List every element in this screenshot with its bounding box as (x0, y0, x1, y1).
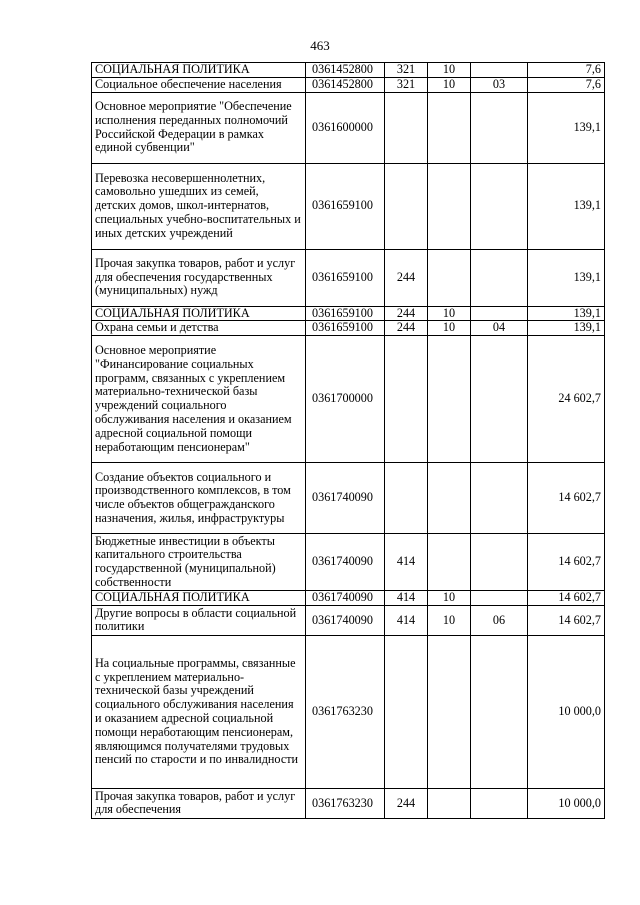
row-section (428, 249, 471, 306)
table-row (92, 63, 605, 78)
row-vr (385, 463, 428, 534)
row-name: Основное мероприятие "Обеспечение исполнения переданных полномочий Российской Федерации в рамках единой субвенции" (92, 92, 306, 163)
row-amount: 14 602,7 (528, 534, 605, 591)
row-amount: 24 602,7 (528, 336, 605, 463)
row-section: 10 (428, 63, 471, 78)
table-row (92, 591, 605, 606)
row-section (428, 788, 471, 818)
row-amount: 139,1 (528, 163, 605, 249)
row-amount: 14 602,7 (528, 605, 605, 635)
row-subsection (471, 249, 528, 306)
row-vr: 321 (385, 63, 428, 78)
table-row (92, 463, 605, 534)
table-row (92, 788, 605, 818)
row-section: 10 (428, 306, 471, 321)
row-vr: 414 (385, 591, 428, 606)
table-row (92, 306, 605, 321)
row-name: Бюджетные инвестиции в объекты капитального строительства государственной (муниципальной) собственности (92, 534, 306, 591)
row-name: Прочая закупка товаров, работ и услуг для обеспечения государственных (муниципальных) нужд (92, 249, 306, 306)
row-code: 0361763230 (306, 788, 385, 818)
row-section: 10 (428, 591, 471, 606)
row-code: 0361659100 (306, 306, 385, 321)
row-section (428, 463, 471, 534)
row-subsection (471, 788, 528, 818)
budget-table (91, 62, 605, 819)
row-vr: 244 (385, 249, 428, 306)
row-section: 10 (428, 605, 471, 635)
row-code: 0361659100 (306, 249, 385, 306)
row-vr (385, 163, 428, 249)
row-code: 0361763230 (306, 635, 385, 788)
row-vr: 414 (385, 534, 428, 591)
row-subsection: 03 (471, 77, 528, 92)
row-amount: 14 602,7 (528, 591, 605, 606)
row-section (428, 163, 471, 249)
row-name: Основное мероприятие "Финансирование социальных программ, связанных с укреплением материально-технической базы учреждений социального обслуживания населения и оказанием адресной социальной помощи неработающим пенсионерам" (92, 336, 306, 463)
row-code: 0361740090 (306, 591, 385, 606)
row-vr: 244 (385, 306, 428, 321)
table-row (92, 249, 605, 306)
row-code: 0361740090 (306, 463, 385, 534)
row-name: Создание объектов социального и производственного комплексов, в том числе объектов общегражданского назначения, жилья, инфраструктуры (92, 463, 306, 534)
row-name: СОЦИАЛЬНАЯ ПОЛИТИКА (92, 306, 306, 321)
page-number: 463 (310, 38, 330, 53)
row-amount: 7,6 (528, 77, 605, 92)
table-row (92, 163, 605, 249)
row-subsection (471, 463, 528, 534)
row-subsection (471, 306, 528, 321)
row-subsection (471, 336, 528, 463)
row-vr: 244 (385, 321, 428, 336)
row-code: 0361740090 (306, 605, 385, 635)
row-vr (385, 92, 428, 163)
row-code: 0361659100 (306, 321, 385, 336)
row-amount: 10 000,0 (528, 788, 605, 818)
row-code: 0361740090 (306, 534, 385, 591)
row-vr (385, 336, 428, 463)
row-section (428, 635, 471, 788)
row-name: Охрана семьи и детства (92, 321, 306, 336)
row-amount: 139,1 (528, 306, 605, 321)
table-row (92, 321, 605, 336)
row-subsection (471, 635, 528, 788)
row-subsection (471, 534, 528, 591)
row-subsection: 04 (471, 321, 528, 336)
table-row (92, 534, 605, 591)
table-row (92, 92, 605, 163)
row-code: 0361452800 (306, 63, 385, 78)
row-amount: 139,1 (528, 321, 605, 336)
row-amount: 139,1 (528, 249, 605, 306)
row-subsection (471, 92, 528, 163)
row-subsection (471, 163, 528, 249)
row-section (428, 336, 471, 463)
row-amount: 14 602,7 (528, 463, 605, 534)
row-section (428, 534, 471, 591)
row-code: 0361600000 (306, 92, 385, 163)
row-amount: 10 000,0 (528, 635, 605, 788)
row-code: 0361452800 (306, 77, 385, 92)
row-code: 0361700000 (306, 336, 385, 463)
row-name: СОЦИАЛЬНАЯ ПОЛИТИКА (92, 591, 306, 606)
table-row (92, 336, 605, 463)
row-vr (385, 635, 428, 788)
row-vr: 414 (385, 605, 428, 635)
row-subsection (471, 591, 528, 606)
table-row (92, 77, 605, 92)
table-row (92, 635, 605, 788)
row-section: 10 (428, 77, 471, 92)
row-name: СОЦИАЛЬНАЯ ПОЛИТИКА (92, 63, 306, 78)
row-subsection (471, 63, 528, 78)
table-row (92, 605, 605, 635)
row-name: Перевозка несовершеннолетних, самовольно ушедших из семей, детских домов, школ-интернатов, специальных учебно-воспитательных и иных детских учреждений (92, 163, 306, 249)
row-amount: 7,6 (528, 63, 605, 78)
row-section: 10 (428, 321, 471, 336)
row-name: Другие вопросы в области социальной политики (92, 605, 306, 635)
row-code: 0361659100 (306, 163, 385, 249)
row-name: На социальные программы, связанные с укреплением материально-технической базы учреждений социального обслуживания населения и оказанием адресной социальной помощи неработающим пенсионерам, являющимся получателями трудовых пенсий по старости и по инвалидности (92, 635, 306, 788)
row-section (428, 92, 471, 163)
row-subsection: 06 (471, 605, 528, 635)
row-name: Прочая закупка товаров, работ и услуг для обеспечения (92, 788, 306, 818)
row-vr: 321 (385, 77, 428, 92)
row-vr: 244 (385, 788, 428, 818)
row-amount: 139,1 (528, 92, 605, 163)
row-name: Социальное обеспечение населения (92, 77, 306, 92)
